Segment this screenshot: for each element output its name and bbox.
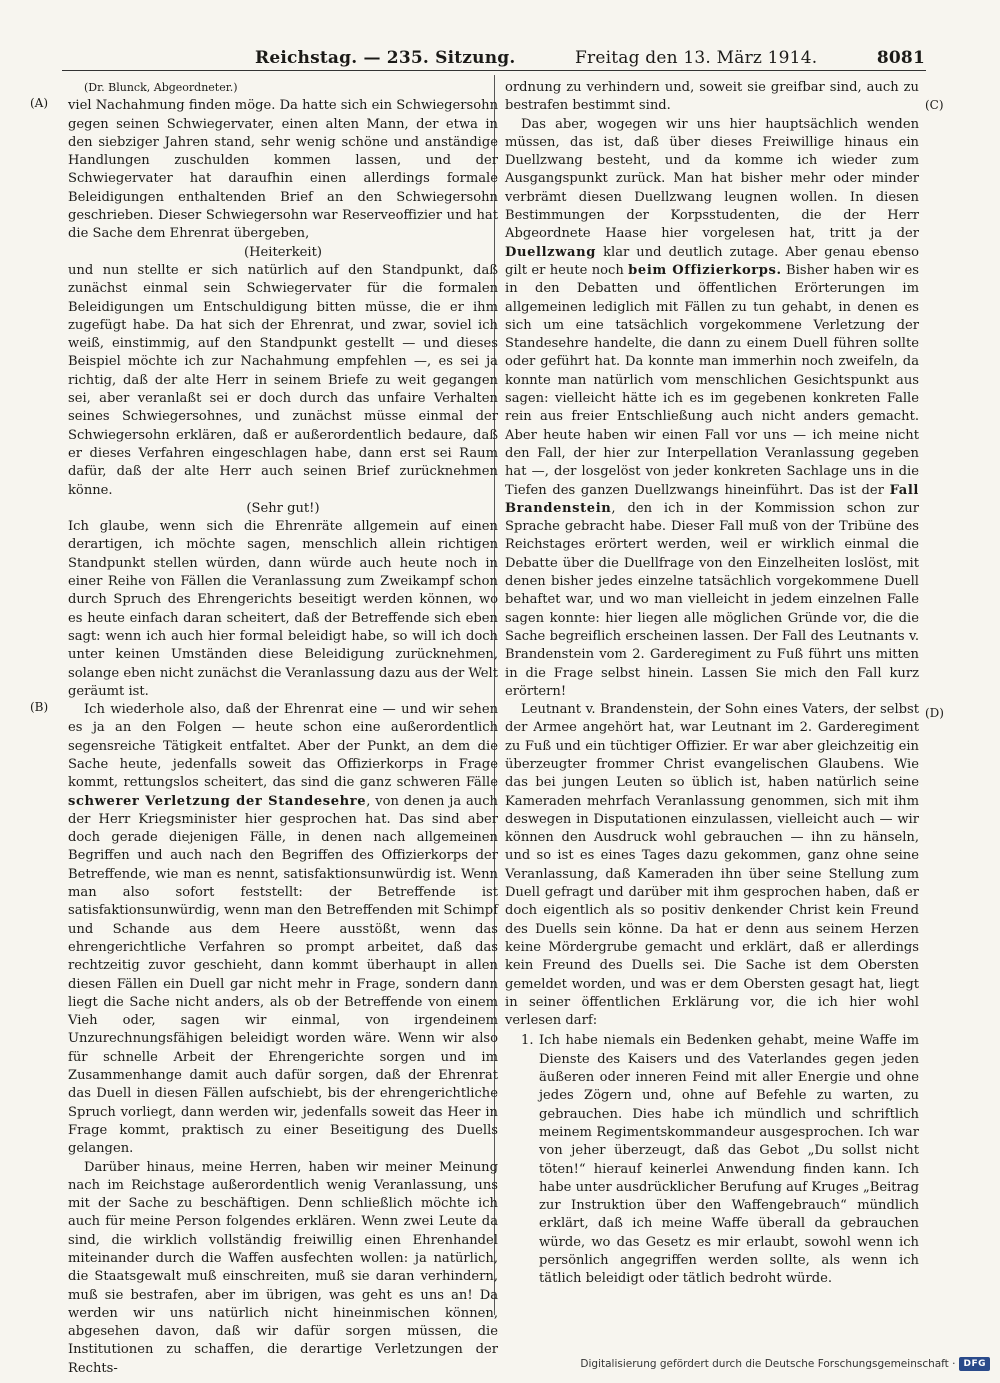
text-run: Bisher haben wir es in den Debatten und öffentlichen Erörterungen im allgemeinen lediglich mit Fällen zu tun gehabt, in denen es sich um eine tatsächlich vorgekommene Verletzung der Standesehre handelte, die dann zu einem Duell führen sollte oder geführt hat. Da konnte man immerhin noch zweifeln, da konnte man natürlich vom menschlichen Gesichtspunkt aus sagen: vielleicht hätte ich es im gegebenen konkreten Falle rein aus freier Entschließung auch nicht anders gemacht. Aber heute haben wir einen Fall vor uns — ich meine nicht den Fall, der hier zur Interpellation Veranlassung gegeben hat —, der losgelöst von jeder konkreten Sachlage uns in die Tiefen des ganzen Duellzwangs hineinführt. Das ist der [505, 262, 919, 498]
emphasis: schwerer Verletzung der Standesehre [68, 793, 367, 809]
margin-marker-b: (B) [30, 700, 49, 714]
page-header [255, 48, 925, 68]
paragraph [68, 701, 498, 1158]
text-run: Ich wiederhole also, daß der Ehrenrat eine — und wir sehen es ja an den Folgen — heute schon eine außerordentlich segensreiche Tätigkeit entfaltet. Aber der Punkt, an dem die Sache heute, jedenfalls soweit das Offizierkorps in Frage kommt, rettungslos scheitert, das sind die ganz schweren Fälle [68, 702, 498, 791]
margin-marker-c: (C) [925, 98, 944, 112]
item-number: 1. [521, 1033, 534, 1049]
paragraph [505, 116, 919, 702]
margin-marker-d: (D) [925, 706, 944, 720]
footer-text: Digitalisierung gefördert durch die Deutsche Forschungsgemeinschaft · [580, 1358, 956, 1370]
paragraph: Leutnant v. Brandenstein, der Sohn eines Vaters, der selbst der Armee angehört hat, war Leutnant im 2. Garderegiment zu Fuß und ein tüchtiger Offizier. Er war aber gleichzeitig ein überzeugter frommer Christ evangelischen Glaubens. Wie das bei jungen Leuten so üblich ist, haben natürlich seine Kameraden mehrfach Veranlassung genommen, sich mit ihm deswegen in Disputationen einzulassen, vielleicht auch — wir können den Ausdruck wohl gebrauchen — ihn zu hänseln, und so ist es eines Tages dazu gekommen, ganz ohne seine Veranlassung, daß Kameraden ihn über seine Stellung zum Duell gefragt und darüber mit ihm gesprochen haben, daß er doch eigentlich als so positiv denkender Christ kein Freund des Duells sein könne. Da hat er denn aus seinem Herzen keine Mördergrube gemacht und erklärt, daß er allerdings kein Freund des Duells sei. Die Sache ist dem Obersten gemeldet worden, und was er dem Obersten gesagt hat, liegt in seiner öffentlichen Erklärung vor, die ich hier wohl verlesen darf: [505, 702, 919, 1029]
header-rule [62, 70, 926, 71]
numbered-item [505, 1032, 919, 1288]
right-column [505, 79, 919, 1289]
paragraph: ordnung zu verhindern und, soweit sie greifbar sind, auch zu bestrafen bestimmt sind. [505, 80, 919, 114]
item-text: Ich habe niemals ein Bedenken gehabt, meine Waffe im Dienste des Kaisers und des Vaterlandes gegen jeden äußeren oder inneren Feind mit aller Energie und ohne jedes Zögern und, ohne auf Befehle zu warten, zu gebrauchen. Dies habe ich mündlich und schriftlich meinem Regimentskommandeur ausgesprochen. Ich war von jeher überzeugt, daß das Gebot „Du sollst nicht töten!“ hierauf keinerlei Anwendung finden kann. Ich habe unter ausdrücklicher Berufung auf Kruges „Beitrag zur Instruktion über den Waffengebrauch“ mündlich erklärt, daß ich meine Waffe überall da gebrauchen würde, wo das Gesetz es mir erlaubt, sowohl wenn ich persönlich angegriffen werden sollte, als wenn ich tätlich beleidigt oder tätlich bedroht würde. [539, 1033, 919, 1287]
speaker-label: (Dr. Blunck, Abgeordneter.) [84, 81, 238, 94]
paragraph: und nun stellte er sich natürlich auf den Standpunkt, daß zunächst einmal sein Schwiegervater für die formalen Beleidigungen um Entschuldigung bitten müsse, die er ihm zugefügt habe. Da hat sich der Ehrenrat, und zwar, soviel ich weiß, einstimmig, auf den Standpunkt gestellt — und dieses Beispiel möchte ich zur Nachahmung empfehlen —, es sei ja richtig, daß der alte Herr in seinem Briefe zu weit gegangen sei, aber veranlaßt sei er doch durch das unfaire Verhalten seines Schwiegersohnes, und zunächst müsse einmal der Schwiegersohn erklären, daß er außerordentlich bedaure, daß er dieses Verfahren eingeschlagen habe, dann erst sei Raum dafür, daß der alte Herr auch seinen Brief zurücknehmen könne. [68, 262, 498, 498]
paragraph: Darüber hinaus, meine Herren, haben wir meiner Meinung nach im Reichstage außerordentlich wenig Veranlassung, uns mit der Sache zu beschäftigen. Denn schließlich möchte ich auch für meine Person folgendes erklären. Wenn zwei Leute da sind, die wirklich vollständig freiwillig einen Ehrenhandel miteinander durch die Waffen ausfechten wollen: ja natürlich, die Staatsgewalt muß einschreiten, muß sie daran verhindern, muß sie bestrafen, aber im übrigen, was geht es uns an! Da werden wir uns natürlich nicht hineinmischen können, abgesehen davon, daß wir dafür sorgen müssen, die Institutionen zu schaffen, die derartige Verletzungen der Rechts- [68, 1159, 498, 1376]
page-number: 8081 [876, 48, 925, 68]
interjection: (Heiterkeit) [244, 244, 322, 260]
paragraph: Ich glaube, wenn sich die Ehrenräte allgemein auf einen derartigen, ich möchte sagen, menschlich allein richtigen Standpunkt stellen würden, dann würde auch heute noch in einer Reihe von Fällen die Veranlassung zum Zweikampf schon durch Spruch des Ehrengerichts beseitigt werden können, wo es heute einfach daran scheitert, daß der Betreffende sich eben sagt: wenn ich auch hier formal beleidigt habe, so will ich doch unter keinen Umständen diese Beleidigung zurücknehmen, solange eben nicht zunächst die Veranlassung dazu aus der Welt geräumt ist. [68, 519, 498, 699]
margin-marker-a: (A) [30, 96, 49, 110]
header-title: Reichstag. — 235. Sitzung. [255, 48, 516, 68]
emphasis: Duellzwang [505, 244, 597, 260]
footer-credit [580, 1357, 990, 1371]
interjection: (Sehr gut!) [246, 500, 320, 516]
dfg-logo: DFG [959, 1357, 990, 1371]
header-date: Freitag den 13. März 1914. [575, 48, 818, 68]
text-run: Das aber, wogegen wir uns hier hauptsächlich wenden müssen, das ist, daß über dieses Freiwillige hinaus ein Duellzwang besteht, und da komme ich wieder zum Ausgangspunkt zurück. Man hat bisher mehr oder minder verbrämt diesen Duellzwang leugnen wollen. In diesen Bestimmungen der Korpsstudenten, die der Herr Abgeordnete Haase hier vorgelesen hat, tritt ja der [505, 116, 919, 242]
text-run: , den ich in der Kommission schon zur Sprache gebracht habe. Dieser Fall muß von der Tribüne des Reichstages erörtert werden, weil er wirklich einmal die Debatte über die Duellfrage von den Einzelheiten loslöst, mit denen bisher jedes einzelne tatsächlich vorgekommene Duell behaftet war, und wo man vielleicht in jedem einzelnen Falle sagen konnte: hier liegen alle möglichen Gründe vor, die die Sache begreiflich erscheinen lassen. Der Fall des Leutnants v. Brandenstein vom 2. Garderegiment zu Fuß führt uns mitten in die Frage selbst hinein. Lassen Sie mich den Fall kurz erörtern! [505, 500, 919, 699]
left-column [68, 79, 498, 1378]
text-run: , von denen ja auch der Herr Kriegsminister hier gesprochen hat. Das sind aber doch gerade diejenigen Fälle, in denen nach allgemeinen Begriffen und auch nach den Begriffen des Offizierkorps der Betreffende, wie man es nennt, satisfaktionsunwürdig ist. Wenn man also sofort feststellt: der Betreffende ist satisfaktionsunwürdig, wenn man den Betreffenden mit Schimpf und Schande aus dem Heere ausstößt, wenn das ehrengerichtliche Verfahren so prompt arbeitet, daß das rechtzeitig zuvor geschieht, dann kommt überhaupt in allen diesen Fällen ein Duell gar nicht mehr in Frage, sondern dann liegt die Sache nicht anders, als ob der Betreffende von einem Vieh oder, sagen wir einmal, von irgendeinem Unzurechnungsfähigen beleidigt worden wäre. Wenn wir also für schnelle Arbeit der Ehrengerichte sorgen und im Zusammenhange damit auch dafür sorgen, daß der Ehrenrat das Duell in diesen Fällen aufschiebt, bis der ehrengerichtliche Spruch vorliegt, dann werden wir, jedenfalls soweit das Heer in Frage kommt, praktisch zu einer Beseitigung des Duells gelangen. [68, 793, 498, 1157]
emphasis: beim Offizierkorps. [628, 262, 782, 278]
paragraph: viel Nachahmung finden möge. Da hatte sich ein Schwiegersohn gegen seinen Schwiegervater, einen alten Mann, der etwa in den siebziger Jahren stand, sehr wenig schöne und anständige Handlungen zuschulden kommen lassen, und der Schwiegervater hat daraufhin einen allerdings formale Beleidigungen enthaltenden Brief an den Schwiegersohn geschrieben. Dieser Schwiegersohn war Reserveoffizier und hat die Sache dem Ehrenrat übergeben, [68, 98, 498, 242]
emphasis: Fall Brandenstein [505, 482, 919, 516]
text-run: klar und deutlich zutage. Aber genau ebenso gilt er heute noch [505, 244, 919, 278]
